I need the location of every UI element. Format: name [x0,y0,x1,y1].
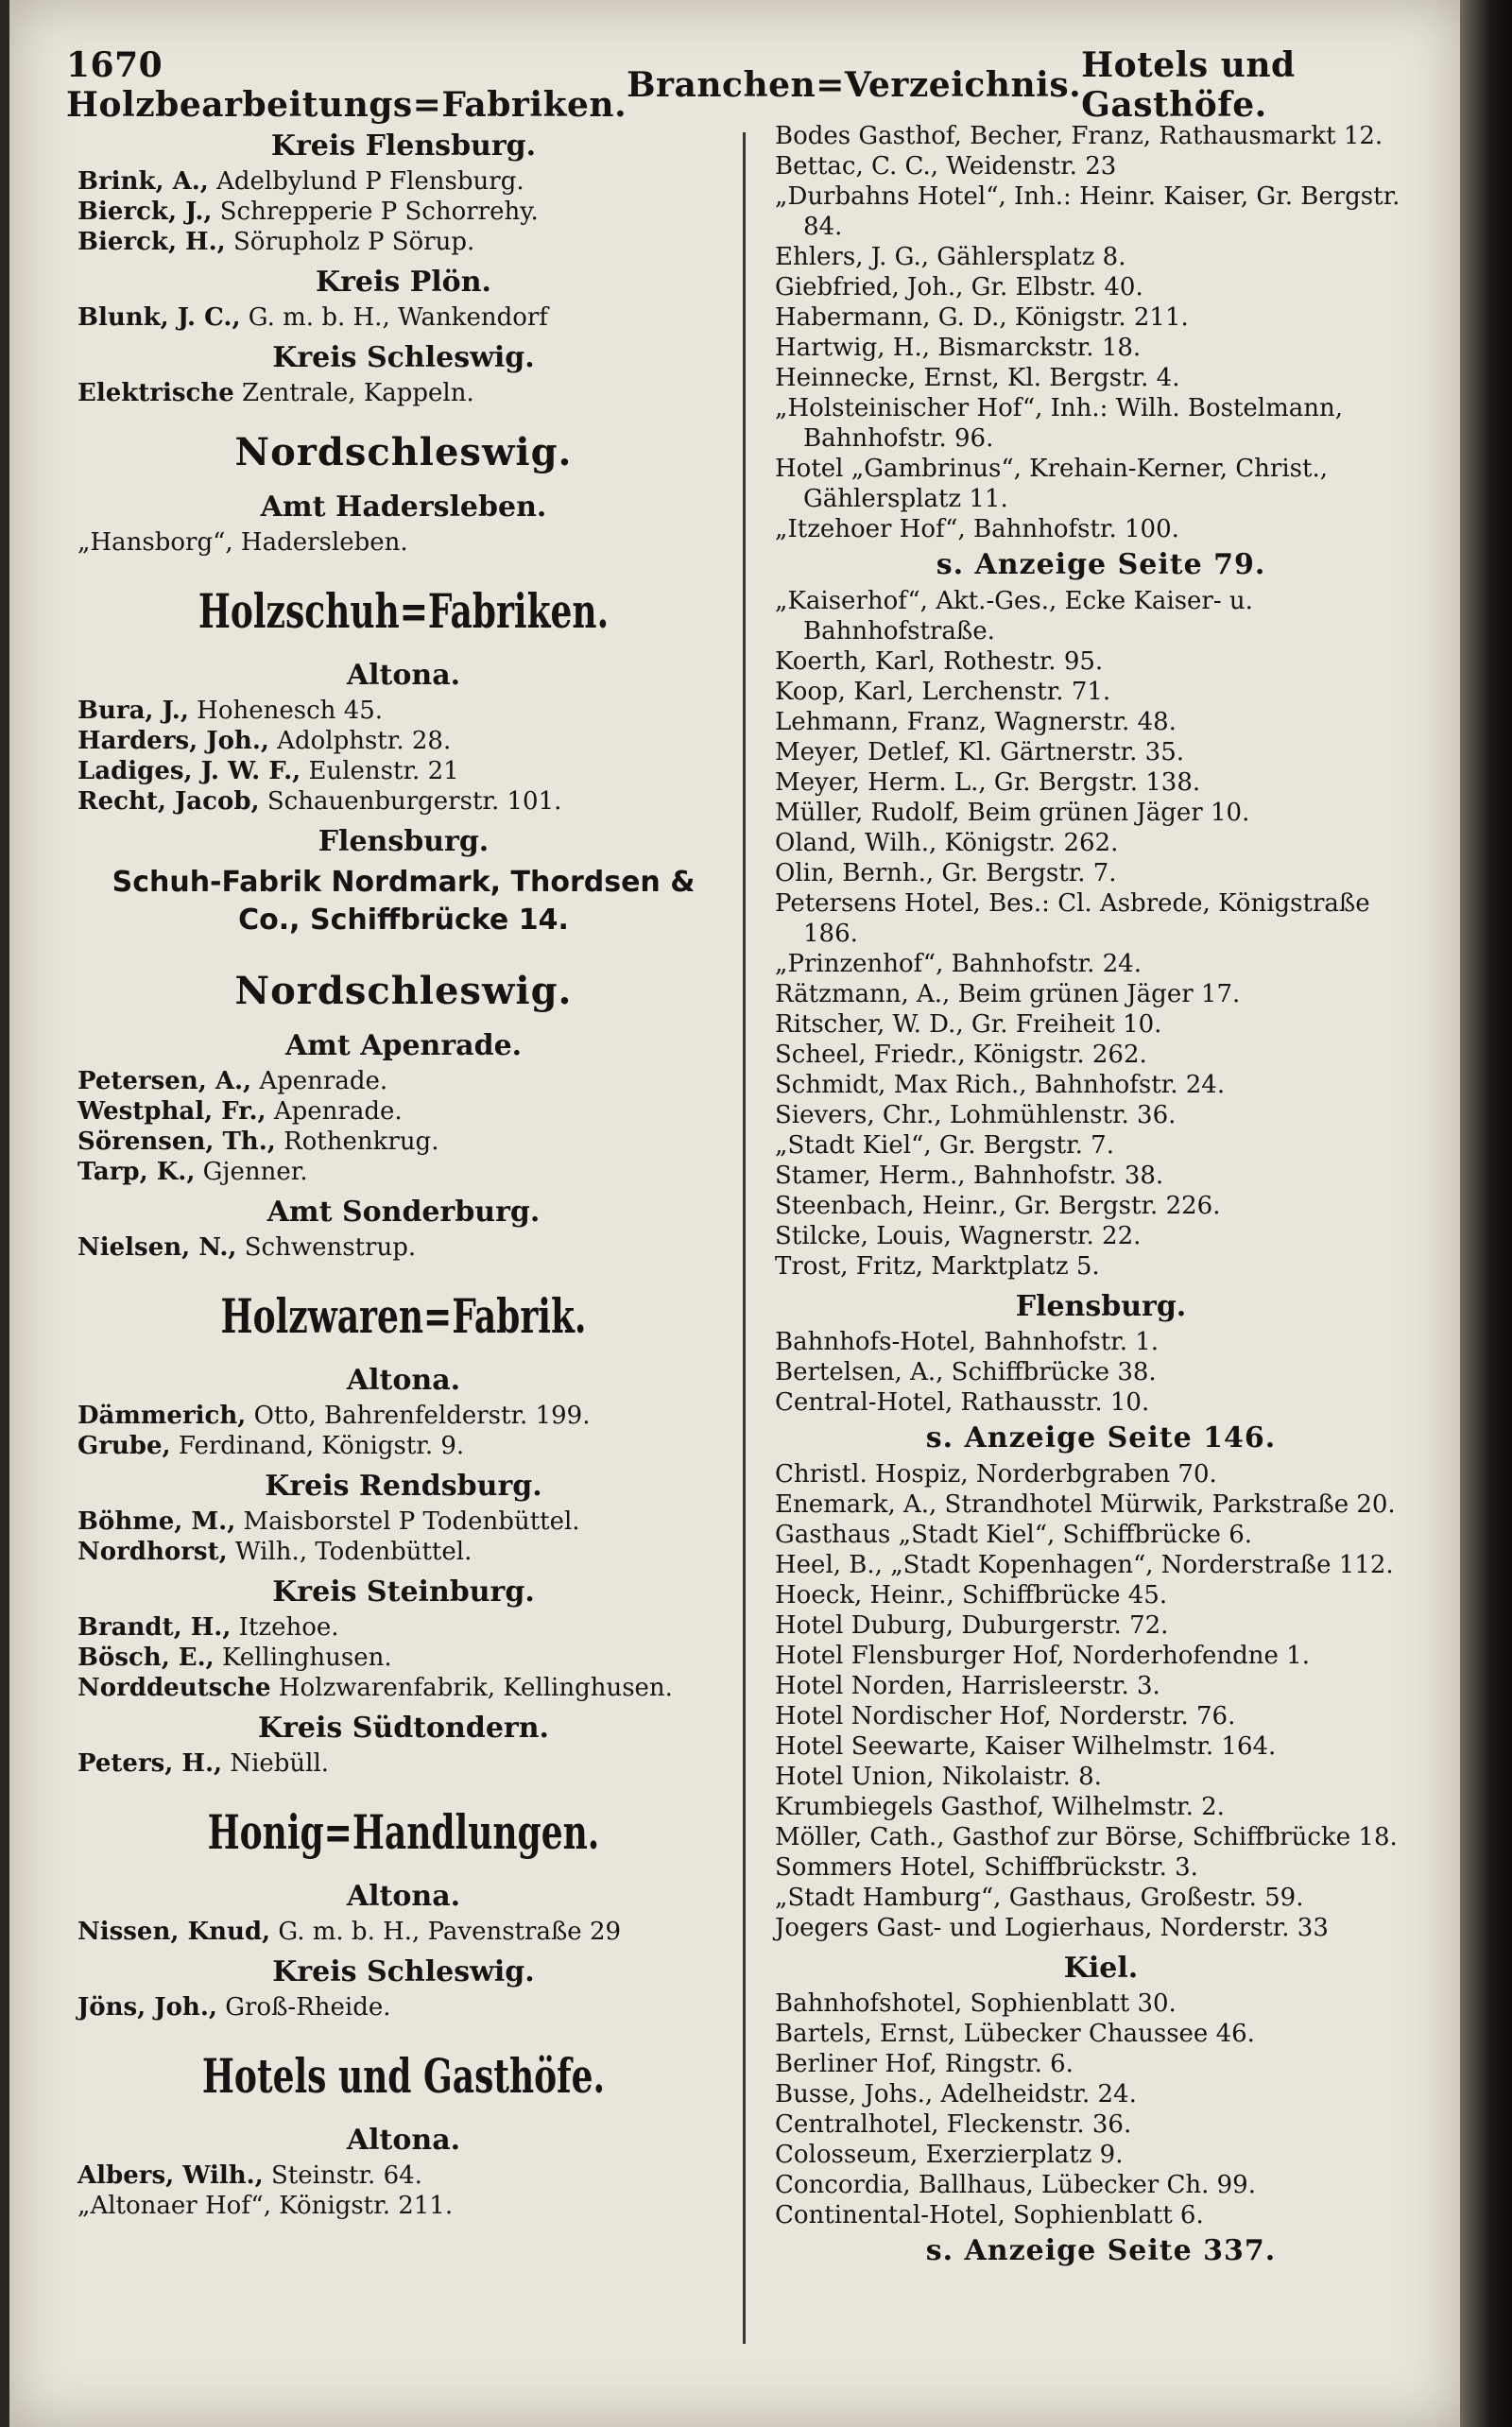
entry-address: Wilh., Todenbüttel. [227,1538,472,1566]
directory-entry: Habermann, G. D., Königstr. 211. [775,303,1189,332]
firm-advert: Schuh-Fabrik Nordmark, Thordsen & Co., Schiffbrücke 14. [112,866,696,937]
directory-entry: Hartwig, H., Bismarckstr. 18. [775,334,1142,362]
directory-entry [77,696,730,726]
entry-address: Schauenburgerstr. 101. [259,787,562,816]
entry-name: Bösch, E., [77,1644,215,1672]
directory-entry [77,1401,730,1431]
directory-entry: Trost, Fritz, Marktplatz 5. [775,1252,1100,1281]
entry-name: Peters, H., [77,1749,223,1778]
header-left: 1670 Holzbearbeitungs=Fabriken. [66,45,627,125]
directory-entry [77,166,730,197]
directory-entry [77,1506,730,1537]
directory-entry: Stilcke, Louis, Wagnerstr. 22. [775,1222,1142,1250]
directory-entry [77,378,730,408]
section-title: Altona. [346,659,461,692]
entry-address: Schwenstrup. [236,1233,417,1262]
directory-entry [77,527,730,558]
entry-address: Maisborstel P Todenbüttel. [235,1507,580,1536]
advert-reference: s. Anzeige Seite 79. [936,548,1266,581]
directory-entry: Oland, Wilh., Königstr. 262. [775,829,1119,857]
directory-entry [77,1232,730,1263]
directory-entry [77,2191,730,2221]
category-title: Honig=Handlungen. [207,1804,600,1860]
entry-address: Schrepperie P Schorrehy. [212,198,539,226]
entry-address: Niebüll. [222,1749,330,1778]
entry-address: Groß-Rheide. [216,1993,391,2022]
header-center: Branchen=Verzeichnis. [627,65,1082,105]
directory-entry: Hotel Seewarte, Kaiser Wilhelmstr. 164. [775,1732,1277,1761]
directory-entry: Scheel, Friedr., Königstr. 262. [775,1041,1147,1069]
entry-name: Harders, Joh., [77,727,269,755]
directory-entry: Bettac, C. C., Weidenstr. 23 [775,152,1117,181]
directory-entry: „Stadt Hamburg“, Gasthaus, Großestr. 59. [775,1884,1304,1912]
section-title: Altona. [346,2124,461,2157]
entry-address: G. m. b. H., Wankendorf [240,303,548,332]
directory-entry: Christl. Hospiz, Norderbgraben 70. [775,1460,1217,1489]
directory-entry: Hotel Norden, Harrisleerstr. 3. [775,1672,1160,1700]
entry-name: Albers, Wilh., [77,2161,264,2190]
directory-entry: Busse, Johs., Adelheidstr. 24. [775,2080,1137,2109]
directory-entry: Rätzmann, A., Beim grünen Jäger 17. [775,980,1241,1008]
directory-entry: Concordia, Ballhaus, Lübecker Ch. 99. [775,2171,1256,2199]
directory-entry: Stamer, Herm., Bahnhofstr. 38. [775,1162,1164,1190]
directory-entry: Joegers Gast- und Logierhaus, Norderstr. 33 [775,1914,1329,1942]
header-right: Hotels und Gasthöfe. [1081,45,1296,125]
subregion-title: Amt Hadersleben. [260,491,547,524]
region-title: Nordschleswig. [234,430,573,474]
directory-entry: Heinnecke, Ernst, Kl. Bergstr. 4. [775,364,1180,392]
section-title: Kreis Flensburg. [270,129,537,163]
directory-entry: Ritscher, W. D., Gr. Freiheit 10. [775,1010,1162,1039]
entry-address: Otto, Bahrenfelderstr. 199. [246,1402,591,1430]
directory-entry: Hoeck, Heinr., Schiffbrücke 45. [775,1581,1168,1609]
directory-entry: Berliner Hof, Ringstr. 6. [775,2050,1074,2078]
entry-name: Recht, Jacob, [77,787,260,816]
directory-entry: „Prinzenhof“, Bahnhofstr. 24. [775,950,1142,978]
directory-entry [77,197,730,227]
directory-entry: Sievers, Chr., Lohmühlenstr. 36. [775,1101,1177,1129]
directory-entry [77,1673,730,1703]
entry-address: „Hansborg“, Hadersleben. [77,528,408,557]
directory-entry: Hotel Union, Nikolaistr. 8. [775,1763,1102,1791]
entry-name: Bierck, H., [77,228,226,256]
directory-entry [77,227,730,257]
directory-entry: Enemark, A., Strandhotel Mürwik, Parkstraße 20. [775,1490,1396,1519]
entry-name: Brandt, H., [77,1613,232,1642]
directory-entry [77,1537,730,1567]
advert-reference: s. Anzeige Seite 146. [925,1421,1277,1454]
entry-address: Kellinghusen. [214,1644,392,1672]
subregion-title: Amt Apenrade. [284,1029,523,1062]
entry-address: Apenrade. [266,1097,403,1126]
directory-entry [77,1431,730,1461]
entry-name: Bierck, J., [77,198,213,226]
entry-name: Ladiges, J. W. F., [77,757,301,785]
entry-name: Petersen, A., [77,1067,252,1095]
entry-address: Hohenesch 45. [188,697,384,725]
directory-entry [77,1127,730,1157]
section-title: Kreis Rendsburg. [265,1470,542,1503]
section-title: Altona. [346,1364,461,1397]
column-divider [743,132,746,2344]
advert-reference: s. Anzeige Seite 337. [925,2234,1277,2267]
directory-entry: „Holsteinischer Hof“, Inh.: Wilh. Bostelmann, Bahnhofstr. 96. [775,394,1344,453]
directory-entry: Meyer, Detlef, Kl. Gärtnerstr. 35. [775,738,1185,766]
directory-entry: Continental-Hotel, Sophienblatt 6. [775,2201,1204,2229]
entry-name: Nielsen, N., [77,1233,237,1262]
directory-entry: Gasthaus „Stadt Kiel“, Schiffbrücke 6. [775,1521,1253,1549]
category-title: Holzwaren=Fabrik. [220,1288,587,1344]
directory-entry [77,1917,730,1947]
subregion-title: Amt Sonderburg. [266,1196,541,1229]
region-title: Nordschleswig. [234,969,573,1013]
entry-address: Rothenkrug. [275,1127,439,1156]
entry-name: Bura, J., [77,697,189,725]
section-title: Altona. [346,1880,461,1913]
directory-entry [77,1643,730,1673]
entry-address: G. m. b. H., Pavenstraße 29 [270,1918,622,1946]
directory-entry: Müller, Rudolf, Beim grünen Jäger 10. [775,799,1250,827]
page-header [66,45,1366,125]
directory-entry: Lehmann, Franz, Wagnerstr. 48. [775,708,1177,736]
directory-entry: Bahnhofshotel, Sophienblatt 30. [775,1989,1177,2018]
section-title: Flensburg. [318,825,490,858]
entry-name: Nordhorst, [77,1538,228,1566]
directory-entry: Colosseum, Exerzierplatz 9. [775,2141,1124,2169]
directory-entry: Krumbiegels Gasthof, Wilhelmstr. 2. [775,1793,1225,1821]
left-column [77,121,730,2221]
entry-name: Dämmerich, [77,1402,247,1430]
right-column [775,121,1427,2272]
entry-address: Itzehoe. [231,1613,339,1642]
directory-entry: Bertelsen, A., Schiffbrücke 38. [775,1358,1157,1386]
directory-entry: Hotel Duburg, Duburgerstr. 72. [775,1611,1169,1640]
section-title: Kreis Schleswig. [272,1955,535,1988]
entry-address: Holzwarenfabrik, Kellinghusen. [270,1674,673,1702]
entry-name: Böhme, M., [77,1507,236,1536]
section-title: Flensburg. [1015,1290,1187,1323]
entry-name: Elektrische [77,379,234,407]
directory-entry [77,786,730,817]
directory-entry: Hotel Flensburger Hof, Norderhofendne 1. [775,1642,1310,1670]
directory-entry: Hotel Nordischer Hof, Norderstr. 76. [775,1702,1236,1730]
directory-entry: „Kaiserhof“, Akt.-Ges., Ecke Kaiser- u. Bahnhofstraße. [775,587,1253,645]
entry-address: „Altonaer Hof“, Königstr. 211. [77,2192,454,2220]
directory-entry: Schmidt, Max Rich., Bahnhofstr. 24. [775,1071,1226,1099]
section-title: Kreis Schleswig. [272,341,535,374]
directory-entry: Heel, B., „Stadt Kopenhagen“, Norderstraße 112. [775,1551,1394,1579]
section-title: Kreis Plön. [316,266,491,299]
entry-name: Jöns, Joh., [77,1993,217,2022]
entry-address: Zentrale, Kappeln. [233,379,474,407]
directory-entry: Koop, Karl, Lerchenstr. 71. [775,678,1111,706]
directory-entry: Central-Hotel, Rathausstr. 10. [775,1388,1150,1417]
entry-address: Adolphstr. 28. [268,727,452,755]
directory-entry [77,1612,730,1643]
entry-address: Apenrade. [251,1067,388,1095]
directory-entry [77,756,730,786]
entry-name: Nissen, Knud, [77,1918,271,1946]
directory-entry: Centralhotel, Fleckenstr. 36. [775,2110,1132,2139]
directory-entry: Olin, Bernh., Gr. Bergstr. 7. [775,859,1117,887]
section-title: Kiel. [1063,1952,1139,1985]
entry-address: Adelbylund P Flensburg. [208,167,524,196]
directory-entry: Giebfried, Joh., Gr. Elbstr. 40. [775,273,1143,301]
entry-address: Steinstr. 64. [263,2161,422,2190]
directory-entry: Ehlers, J. G., Gählersplatz 8. [775,243,1126,271]
entry-name: Norddeutsche [77,1674,271,1702]
section-title: Kreis Steinburg. [272,1575,535,1609]
directory-entry: „Itzehoer Hof“, Bahnhofstr. 100. [775,515,1179,543]
directory-entry: Bartels, Ernst, Lübecker Chaussee 46. [775,2020,1255,2048]
category-title: Holzschuh=Fabriken. [198,583,610,639]
directory-entry: „Durbahns Hotel“, Inh.: Heinr. Kaiser, Gr. Bergstr. 84. [775,182,1400,241]
entry-address: Sörupholz P Sörup. [225,228,475,256]
entry-address: Ferdinand, Königstr. 9. [170,1432,465,1460]
entry-name: Westphal, Fr., [77,1097,266,1126]
directory-entry: Petersens Hotel, Bes.: Cl. Asbrede, Königstraße 186. [775,889,1370,948]
directory-entry [77,1066,730,1096]
directory-entry [77,1157,730,1187]
entry-name: Tarp, K., [77,1158,196,1186]
entry-name: Sörensen, Th., [77,1127,276,1156]
section-title: Kreis Südtondern. [258,1712,549,1745]
directory-entry: „Stadt Kiel“, Gr. Bergstr. 7. [775,1131,1114,1160]
directory-entry: Meyer, Herm. L., Gr. Bergstr. 138. [775,768,1201,797]
entry-address: Gjenner. [195,1158,308,1186]
directory-entry [77,1748,730,1779]
directory-entry: Bodes Gasthof, Becher, Franz, Rathausmarkt 12. [775,122,1383,150]
directory-entry: Koerth, Karl, Rothestr. 95. [775,647,1104,676]
directory-entry: Bahnhofs-Hotel, Bahnhofstr. 1. [775,1328,1160,1356]
category-title: Hotels und Gasthöfe. [201,2048,606,2104]
directory-entry [77,1992,730,2022]
directory-entry: Sommers Hotel, Schiffbrückstr. 3. [775,1853,1198,1882]
entry-address: Eulenstr. 21 [301,757,459,785]
entry-name: Brink, A., [77,167,209,196]
directory-entry [77,302,730,333]
directory-entry: Hotel „Gambrinus“, Krehain-Kerner, Christ., Gählersplatz 11. [775,455,1328,513]
directory-entry: Möller, Cath., Gasthof zur Börse, Schiffbrücke 18. [775,1823,1398,1851]
directory-entry [77,1096,730,1127]
directory-entry [77,2160,730,2191]
directory-page [9,0,1460,2427]
entry-name: Grube, [77,1432,171,1460]
page-edge-shadow [1460,0,1512,2427]
directory-entry: Steenbach, Heinr., Gr. Bergstr. 226. [775,1192,1221,1220]
directory-entry [77,726,730,756]
entry-name: Blunk, J. C., [77,303,241,332]
